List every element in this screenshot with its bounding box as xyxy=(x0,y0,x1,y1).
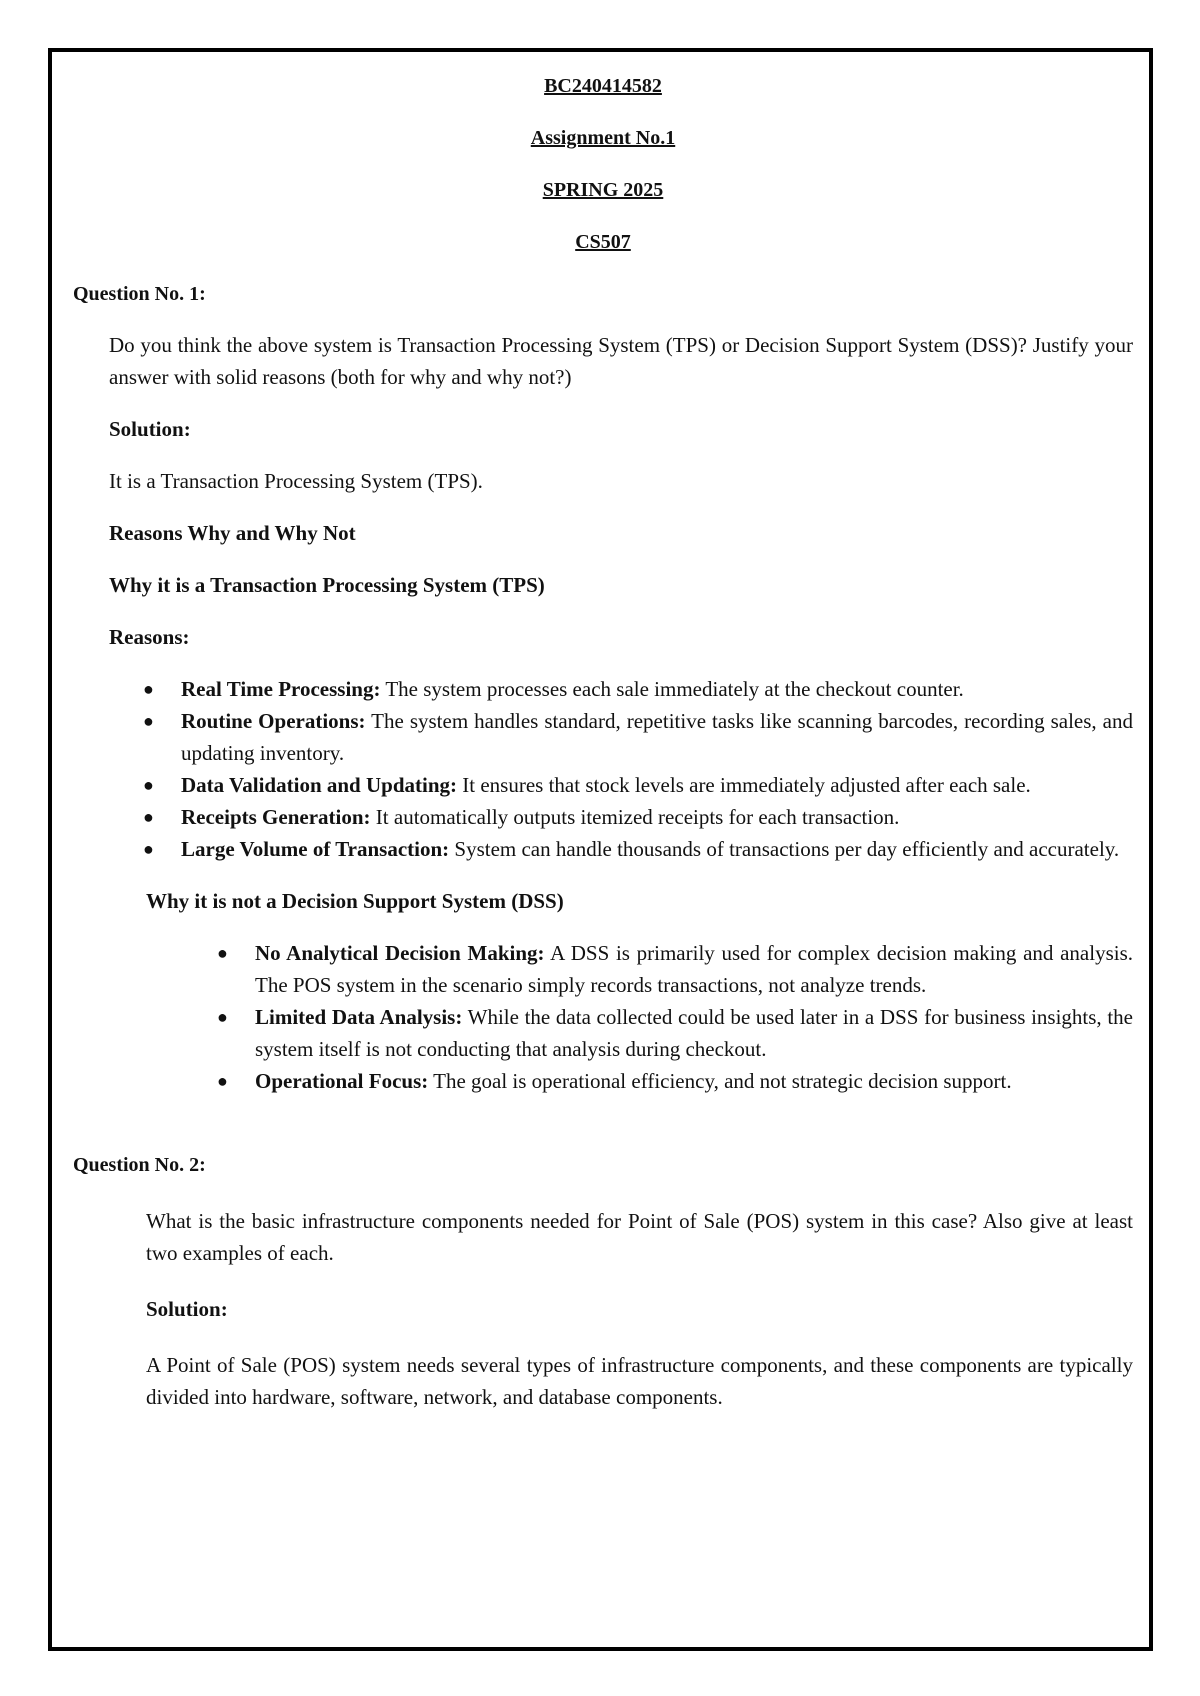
bullet-icon: ● xyxy=(217,1071,228,1091)
list-item-term: Limited Data Analysis: xyxy=(255,1005,463,1029)
bullet-icon: ● xyxy=(143,839,154,859)
bullet-icon: ● xyxy=(143,775,154,795)
document-body xyxy=(73,70,1133,1433)
list-item-text: The goal is operational efficiency, and not strategic decision support. xyxy=(428,1069,1012,1093)
list-item xyxy=(73,673,1133,705)
list-item-text: System can handle thousands of transactions per day efficiently and accurately. xyxy=(449,837,1120,861)
list-item-term: Receipts Generation: xyxy=(181,805,371,829)
list-item-term: Real Time Processing: xyxy=(181,677,381,701)
list-item-text: While the data collected could be used later in a DSS for business insights, the system itself is not conducting that analysis during checkout. xyxy=(255,1005,1133,1061)
bullet-icon: ● xyxy=(143,711,154,731)
list-item-text: It automatically outputs itemized receipts for each transaction. xyxy=(370,805,900,829)
question-2-solution-label: Solution: xyxy=(146,1297,228,1321)
list-item-term: Data Validation and Updating: xyxy=(181,773,458,797)
bullet-icon: ● xyxy=(143,807,154,827)
question-2-text: What is the basic infrastructure components needed for Point of Sale (POS) system in this case? Also give at least two examples of each. xyxy=(146,1209,1133,1265)
question-1-solution-label: Solution: xyxy=(109,417,191,441)
list-item-term: Routine Operations: xyxy=(181,709,366,733)
list-item-text: The system processes each sale immediately at the checkout counter. xyxy=(380,677,964,701)
reasons-label: Reasons: xyxy=(109,625,190,649)
list-item xyxy=(73,705,1133,769)
question-1-answer: It is a Transaction Processing System (TPS). xyxy=(109,469,483,493)
list-item-text: A DSS is primarily used for complex decision making and analysis. The POS system in the scenario simply records transactions, not analyze trends. xyxy=(255,941,1133,997)
bullet-icon: ● xyxy=(217,943,228,963)
list-item-term: Operational Focus: xyxy=(255,1069,429,1093)
tps-heading: Why it is a Transaction Processing System (TPS) xyxy=(109,573,545,597)
semester: SPRING 2025 xyxy=(542,179,664,201)
list-item xyxy=(73,1065,1133,1097)
bullet-icon: ● xyxy=(143,679,154,699)
assignment-title: Assignment No.1 xyxy=(530,127,676,149)
question-1-heading: Question No. 1: xyxy=(73,283,206,305)
question-1-text: Do you think the above system is Transaction Processing System (TPS) or Decision Support System (DSS)? Justify your answer with solid reasons (both for why and why not?) xyxy=(109,333,1133,389)
list-item xyxy=(73,937,1133,1001)
list-item-text: The system handles standard, repetitive tasks like scanning barcodes, recording sales, and updating inventory. xyxy=(181,709,1133,765)
reasons-heading: Reasons Why and Why Not xyxy=(109,521,356,545)
list-item-term: No Analytical Decision Making: xyxy=(255,941,545,965)
list-item-text: It ensures that stock levels are immediately adjusted after each sale. xyxy=(457,773,1031,797)
question-2-answer: A Point of Sale (POS) system needs several types of infrastructure components, and these components are typically divided into hardware, software, network, and database components. xyxy=(146,1353,1133,1409)
list-item-term: Large Volume of Transaction: xyxy=(181,837,450,861)
bullet-icon: ● xyxy=(217,1007,228,1027)
dss-reasons-list xyxy=(73,937,1133,1097)
dss-heading: Why it is not a Decision Support System (DSS) xyxy=(146,889,564,913)
course-code: CS507 xyxy=(575,231,631,253)
list-item xyxy=(73,833,1133,865)
question-2-heading: Question No. 2: xyxy=(73,1154,206,1176)
student-id: BC240414582 xyxy=(544,75,662,97)
tps-reasons-list xyxy=(73,673,1133,865)
list-item xyxy=(73,1001,1133,1065)
list-item xyxy=(73,769,1133,801)
list-item xyxy=(73,801,1133,833)
